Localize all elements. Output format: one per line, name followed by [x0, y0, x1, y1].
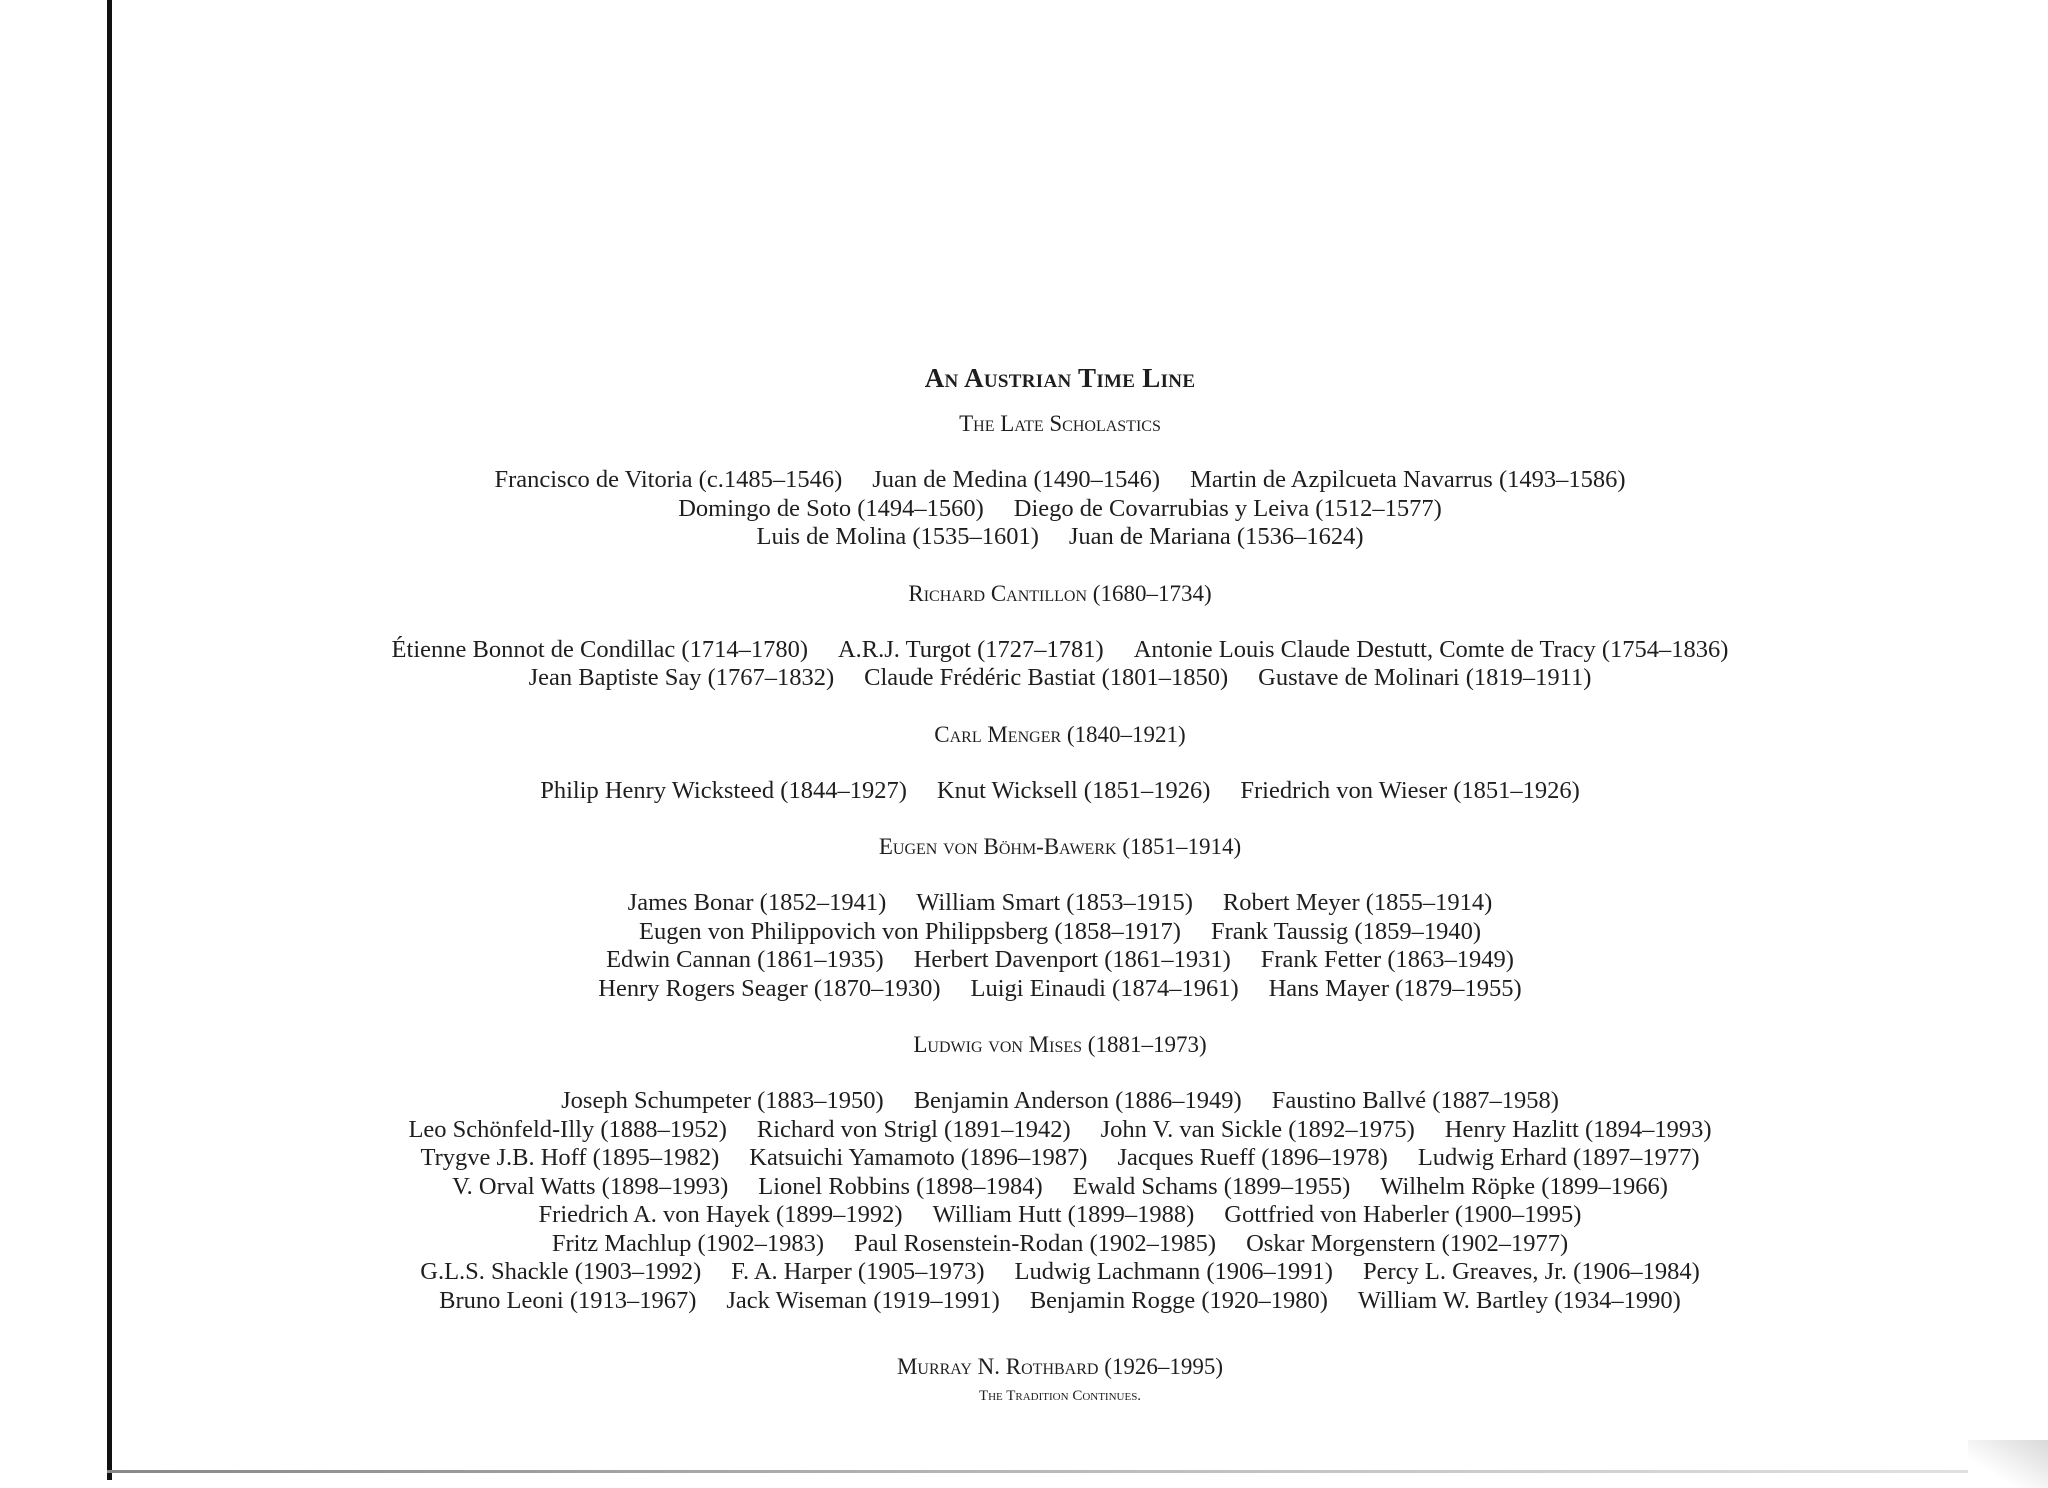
person-entry: Benjamin Anderson (1886–1949): [913, 1087, 1242, 1114]
name-row: [300, 1201, 1820, 1230]
person-entry: Eugen von Philippovich von Philippsberg (1858–1917): [639, 917, 1181, 945]
spacer: [300, 1059, 1820, 1087]
person-entry: Fritz Machlup (1902–1983): [551, 1229, 825, 1257]
name-row: [300, 918, 1820, 947]
person-entry: John V. van Sickle (1892–1975): [1100, 1115, 1415, 1143]
name-row: [300, 1173, 1820, 1202]
person-entry: Frank Fetter (1863–1949): [1260, 946, 1514, 973]
person-entry: Benjamin Rogge (1920–1980): [1029, 1286, 1328, 1314]
person-entry: Francisco de Vitoria (c.1485–1546): [494, 466, 843, 493]
section-heading: [300, 833, 1820, 861]
person-entry: William Hutt (1899–1988): [932, 1201, 1195, 1228]
spacer: [300, 805, 1820, 833]
person-entry: Juan de Mariana (1536–1624): [1068, 523, 1364, 550]
person-entry: Luigi Einaudi (1874–1961): [970, 974, 1239, 1002]
name-row: [300, 889, 1820, 918]
section-heading-name: The Late Scholastics: [959, 411, 1161, 436]
person-entry: Trygve J.B. Hoff (1895–1982): [420, 1144, 720, 1171]
person-entry: Philip Henry Wicksteed (1844–1927): [540, 776, 907, 804]
person-entry: Juan de Medina (1490–1546): [872, 466, 1161, 493]
person-entry: Herbert Davenport (1861–1931): [913, 946, 1231, 973]
spacer: [300, 749, 1820, 777]
person-entry: Robert Meyer (1855–1914): [1222, 889, 1493, 916]
final-heading-dates: (1926–1995): [1104, 1354, 1224, 1379]
person-entry: Paul Rosenstein-Rodan (1902–1985): [854, 1229, 1217, 1257]
name-row: [300, 1144, 1820, 1173]
spacer: [300, 552, 1820, 580]
person-entry: Ludwig Erhard (1897–1977): [1417, 1144, 1700, 1171]
spacer: [300, 1003, 1820, 1031]
section-heading: [300, 1031, 1820, 1059]
name-row: [300, 1116, 1820, 1145]
closing-line: The Tradition Continues.: [978, 1388, 1142, 1404]
section-heading-dates: (1851–1914): [1122, 834, 1242, 859]
section-heading-name: Eugen von Böhm-Bawerk: [878, 834, 1117, 859]
name-row: [300, 777, 1820, 806]
name-row: [300, 523, 1820, 552]
section-heading: [300, 410, 1820, 438]
person-entry: William Smart (1853–1915): [916, 889, 1193, 916]
person-entry: Katsuichi Yamamoto (1896–1987): [749, 1144, 1088, 1171]
spacer: [300, 1315, 1820, 1343]
name-row: [300, 1258, 1820, 1287]
person-entry: Domingo de Soto (1494–1560): [678, 494, 984, 522]
person-entry: Martin de Azpilcueta Navarrus (1493–1586): [1190, 466, 1626, 493]
section-heading-name: Richard Cantillon: [908, 580, 1088, 606]
section-heading-dates: (1680–1734): [1092, 580, 1212, 606]
section-heading: [300, 580, 1820, 608]
person-entry: Lionel Robbins (1898–1984): [758, 1172, 1043, 1200]
person-entry: Knut Wicksell (1851–1926): [936, 776, 1211, 804]
spacer: [300, 693, 1820, 721]
person-entry: Edwin Cannan (1861–1935): [606, 946, 884, 973]
name-row: [300, 466, 1820, 495]
page-bottom-edge-rule: [107, 1470, 2048, 1473]
person-entry: Richard von Strigl (1891–1942): [756, 1115, 1071, 1143]
person-entry: A.R.J. Turgot (1727–1781): [837, 635, 1104, 663]
person-entry: Bruno Leoni (1913–1967): [439, 1286, 697, 1314]
name-row: [300, 495, 1820, 524]
page-title: An Austrian Time Line: [924, 363, 1196, 393]
person-entry: Wilhelm Röpke (1899–1966): [1380, 1172, 1668, 1200]
final-section-heading: [300, 1353, 1820, 1381]
person-entry: Oskar Morgenstern (1902–1977): [1246, 1229, 1569, 1257]
name-row: [300, 1287, 1820, 1316]
section-heading-dates: (1881–1973): [1087, 1032, 1207, 1057]
person-entry: Gottfried von Haberler (1900–1995): [1224, 1201, 1582, 1228]
timeline-content: [300, 358, 1820, 1407]
person-entry: Henry Rogers Seager (1870–1930): [598, 974, 941, 1002]
person-entry: Ewald Schams (1899–1955): [1072, 1172, 1351, 1200]
section-heading-name: Carl Menger: [934, 721, 1062, 747]
name-row: [300, 946, 1820, 975]
person-entry: G.L.S. Shackle (1903–1992): [420, 1258, 702, 1285]
spacer: [300, 1343, 1820, 1353]
name-row: [300, 664, 1820, 693]
person-entry: Henry Hazlitt (1894–1993): [1444, 1115, 1712, 1143]
person-entry: James Bonar (1852–1941): [627, 889, 887, 916]
name-row: [300, 975, 1820, 1004]
person-entry: Jack Wiseman (1919–1991): [726, 1286, 1000, 1314]
section-heading: [300, 721, 1820, 749]
person-entry: Ludwig Lachmann (1906–1991): [1014, 1258, 1333, 1285]
person-entry: Claude Frédéric Bastiat (1801–1850): [864, 664, 1229, 691]
person-entry: Friedrich von Wieser (1851–1926): [1240, 776, 1580, 804]
name-row: [300, 1087, 1820, 1116]
person-entry: V. Orval Watts (1898–1993): [452, 1172, 729, 1200]
spacer: [300, 608, 1820, 636]
person-entry: Friedrich A. von Hayek (1899–1992): [538, 1201, 903, 1228]
section-heading-name: Ludwig von Mises: [913, 1032, 1083, 1057]
section-heading-dates: (1840–1921): [1066, 721, 1186, 747]
page-left-edge-rule: [107, 0, 112, 1480]
person-entry: Hans Mayer (1879–1955): [1268, 974, 1522, 1002]
person-entry: Diego de Covarrubias y Leiva (1512–1577): [1013, 494, 1442, 522]
name-row: [300, 636, 1820, 665]
name-row: [300, 1230, 1820, 1259]
page-corner-shadow: [1968, 1440, 2048, 1488]
person-entry: Luis de Molina (1535–1601): [756, 523, 1039, 550]
person-entry: Percy L. Greaves, Jr. (1906–1984): [1362, 1258, 1700, 1285]
person-entry: Étienne Bonnot de Condillac (1714–1780): [391, 635, 808, 663]
person-entry: Gustave de Molinari (1819–1911): [1258, 664, 1592, 691]
person-entry: Leo Schönfeld-Illy (1888–1952): [408, 1115, 727, 1143]
person-entry: Jacques Rueff (1896–1978): [1117, 1144, 1388, 1171]
person-entry: Antonie Louis Claude Destutt, Comte de Tracy (1754–1836): [1133, 635, 1729, 663]
timeline-sections: [300, 410, 1820, 1343]
person-entry: Jean Baptiste Say (1767–1832): [528, 664, 835, 691]
person-entry: William W. Bartley (1934–1990): [1357, 1286, 1681, 1314]
person-entry: Faustino Ballvé (1887–1958): [1271, 1087, 1559, 1114]
person-entry: Frank Taussig (1859–1940): [1210, 917, 1481, 945]
spacer: [300, 861, 1820, 889]
spacer: [300, 438, 1820, 466]
person-entry: F. A. Harper (1905–1973): [731, 1258, 985, 1285]
final-heading-name: Murray N. Rothbard: [896, 1354, 1099, 1379]
person-entry: Joseph Schumpeter (1883–1950): [561, 1087, 884, 1114]
